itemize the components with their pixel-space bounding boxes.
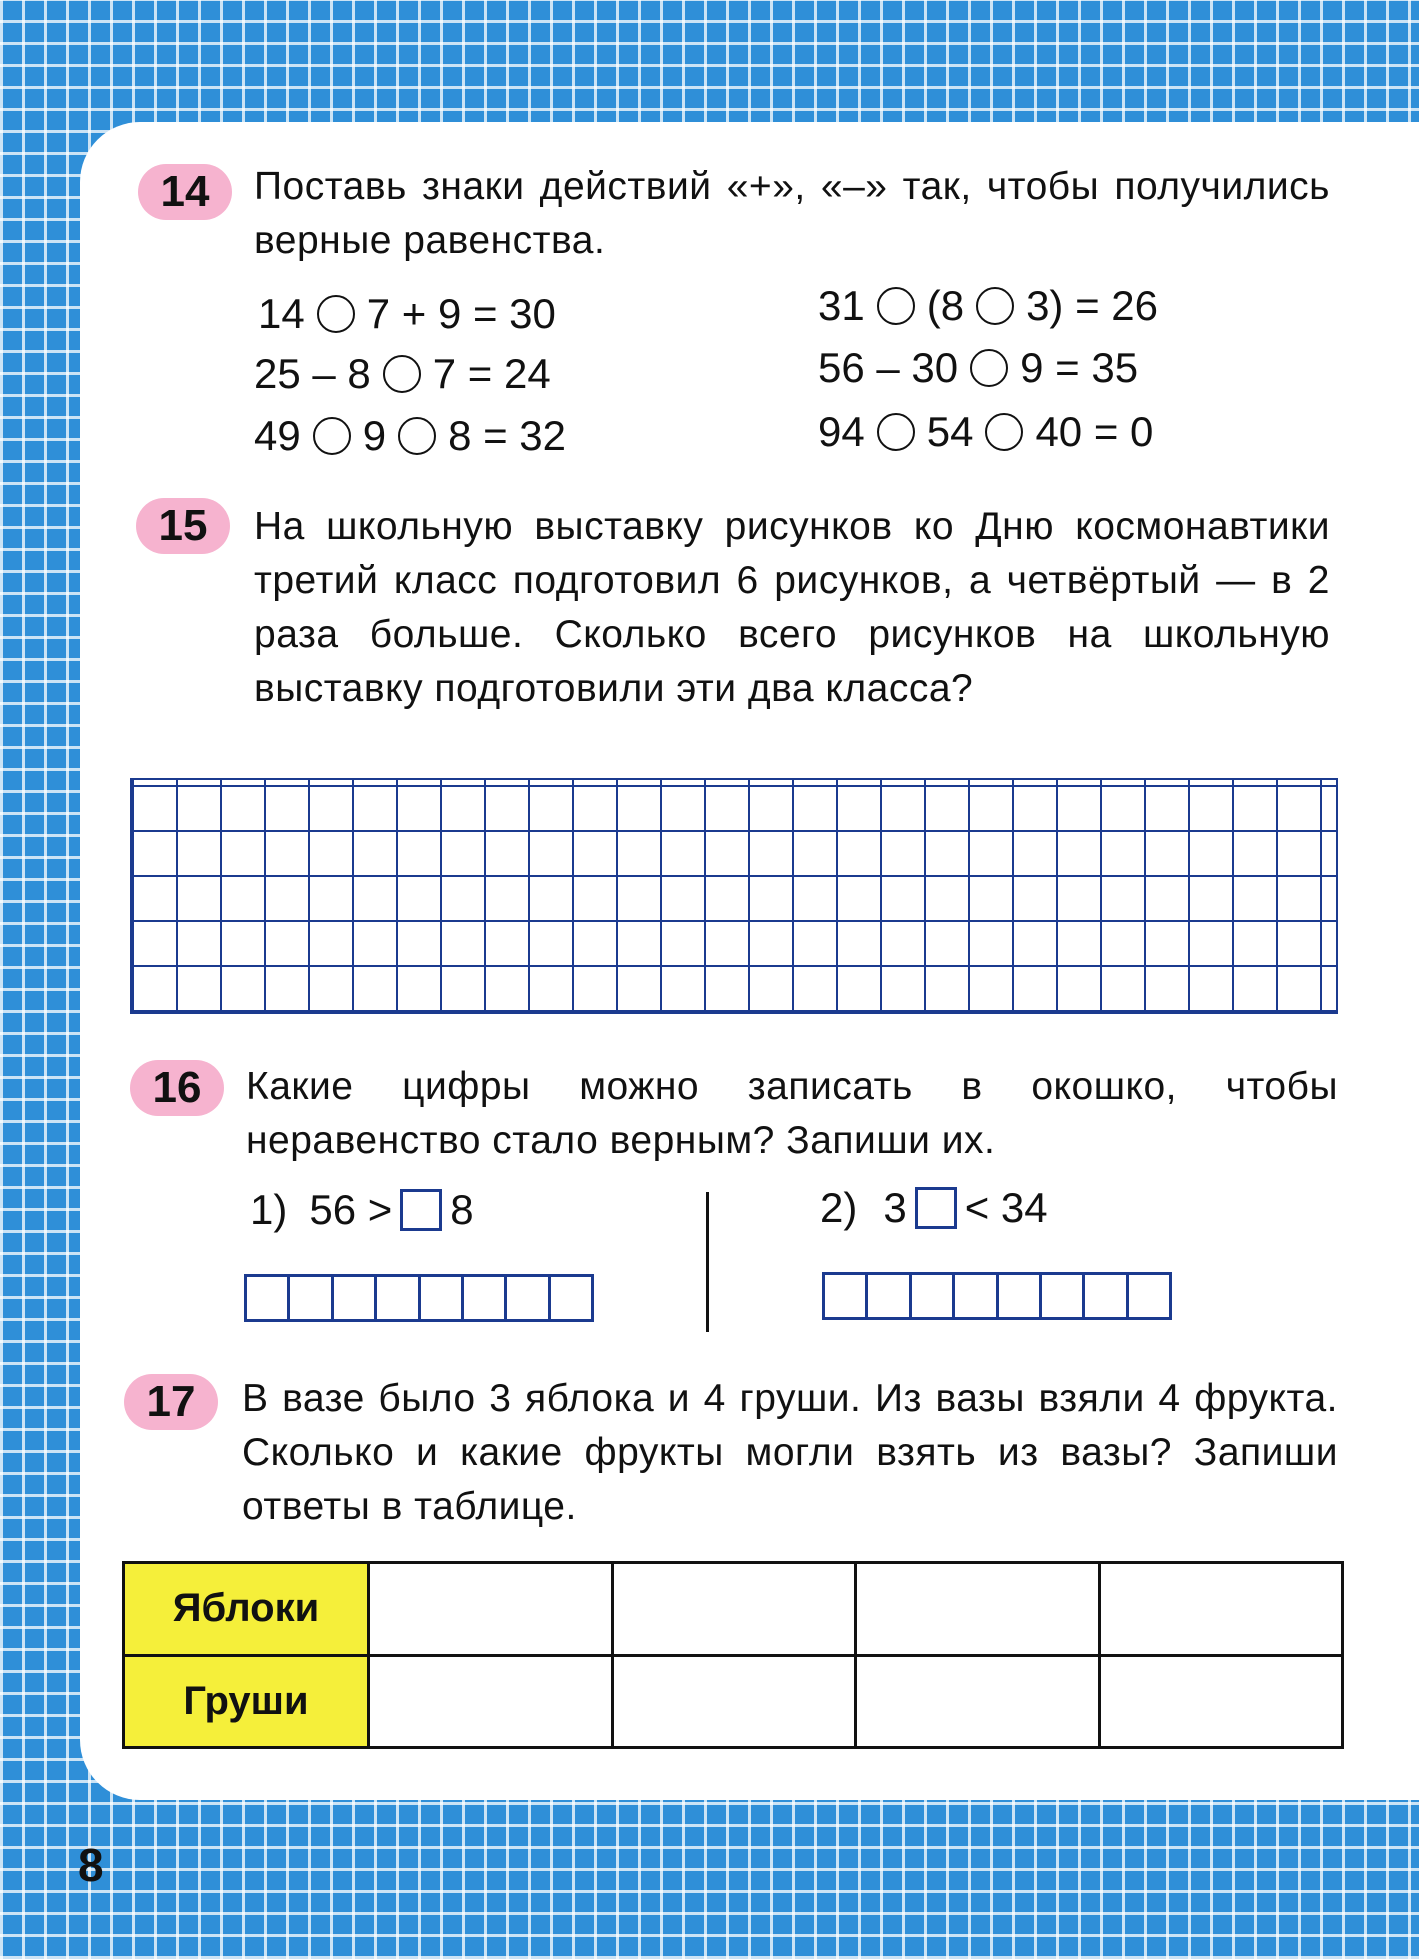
equation-14-2: 25 – 8 7 = 24 <box>254 350 551 397</box>
row-header-pears: Груши <box>124 1655 369 1748</box>
table-row <box>124 1563 1343 1656</box>
sign-circle[interactable] <box>976 287 1014 325</box>
digit-box[interactable] <box>400 1189 442 1231</box>
equation-14-5: 56 – 30 9 = 35 <box>818 344 1139 391</box>
task-17-text: В вазе было 3 яблока и 4 груши. Из вазы взяли 4 фрукта. Сколько и какие фрукты могли взять из вазы? Запиши ответы в таблице. <box>242 1377 1338 1528</box>
table-cell[interactable] <box>1099 1563 1343 1656</box>
table-cell[interactable] <box>369 1655 613 1748</box>
digit-box[interactable] <box>915 1187 957 1229</box>
row-header-apples: Яблоки <box>124 1563 369 1656</box>
table-row <box>124 1655 1343 1748</box>
sign-circle[interactable] <box>970 349 1008 387</box>
inequality-2: 2) 3 < 34 <box>820 1184 1048 1231</box>
equation-14-6: 94 54 40 = 0 <box>818 408 1154 455</box>
task-17-badge: 17 <box>124 1374 218 1430</box>
answer-cells-2[interactable] <box>822 1272 1172 1320</box>
task-16-badge: 16 <box>130 1060 224 1116</box>
equation-14-4: 31 (8 3) = 26 <box>818 282 1159 329</box>
answer-grid[interactable] <box>130 778 1338 1014</box>
task-15-badge: 15 <box>136 498 230 554</box>
inequality-1: 1) 56 > 8 <box>250 1186 474 1233</box>
table-cell[interactable] <box>1099 1655 1343 1748</box>
table-cell[interactable] <box>369 1563 613 1656</box>
task-15-text: На школьную выставку рисунков ко Дню космонавтики третий класс подготовил 6 рисунков, а четвёртый — в 2 раза больше. Сколько всего рисунков на школьную выставку подготовили эти два класса? <box>254 505 1330 710</box>
sign-circle[interactable] <box>398 417 436 455</box>
task-14-text: Поставь знаки действий «+», «–» так, чтобы получились верные равенства. <box>254 165 1330 262</box>
task-16-text: Какие цифры можно записать в окошко, чтобы неравенство стало верным? Запиши их. <box>246 1065 1338 1162</box>
table-cell[interactable] <box>856 1655 1100 1748</box>
sign-circle[interactable] <box>985 413 1023 451</box>
task-14-badge: 14 <box>138 164 232 220</box>
sign-circle[interactable] <box>313 417 351 455</box>
sign-circle[interactable] <box>877 287 915 325</box>
answer-cells-1[interactable] <box>244 1274 594 1322</box>
sign-circle[interactable] <box>877 413 915 451</box>
equation-14-3: 49 9 8 = 32 <box>254 412 567 459</box>
table-cell[interactable] <box>612 1655 856 1748</box>
table-cell[interactable] <box>856 1563 1100 1656</box>
equation-14-1: 14 7 + 9 = 30 <box>258 290 556 337</box>
divider <box>706 1192 709 1332</box>
sign-circle[interactable] <box>383 355 421 393</box>
fruit-table <box>122 1561 1344 1749</box>
page-number: 8 <box>78 1839 104 1891</box>
sign-circle[interactable] <box>317 295 355 333</box>
table-cell[interactable] <box>612 1563 856 1656</box>
